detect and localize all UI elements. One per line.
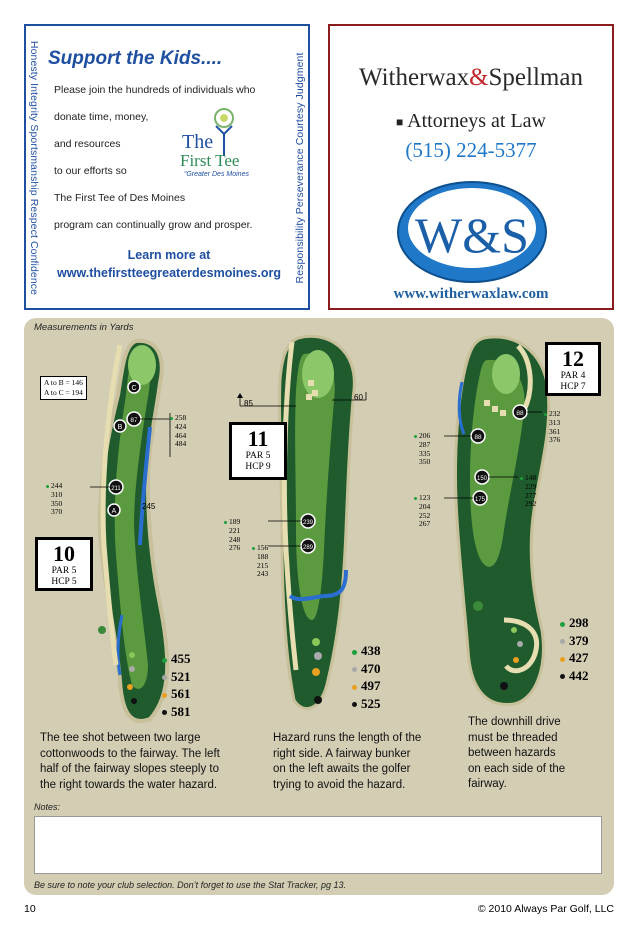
yardage-value: 244 xyxy=(51,481,63,490)
hole-hcp: HCP 9 xyxy=(245,462,271,472)
sprinkler-239: 239 xyxy=(302,520,314,526)
hole-number: 11 xyxy=(247,426,269,451)
firm-name xyxy=(330,64,612,92)
marker-b: B xyxy=(117,424,123,431)
ad-body-line: donate time, money, xyxy=(54,111,149,123)
yardage-value: 148 xyxy=(525,473,537,482)
first-tee-ad xyxy=(24,24,310,310)
firm-amp: & xyxy=(469,64,489,91)
witherwax-spellman-ad xyxy=(328,24,614,310)
yardage-value: 313 xyxy=(549,417,561,427)
first-tee-logo xyxy=(176,106,272,178)
yardage-group xyxy=(520,474,536,509)
phone-number: (515) 224-5377 xyxy=(405,138,537,162)
description-line: between hazards xyxy=(468,747,556,759)
marker-60: 60 xyxy=(354,393,363,402)
sprinkler-88b: 88 xyxy=(474,434,482,441)
measurements-label: Measurements in Yards xyxy=(34,322,134,333)
yardage-value: 277 xyxy=(525,490,537,500)
description-line: trying to avoid the hazard. xyxy=(273,778,406,791)
marker-c: C xyxy=(131,385,137,392)
learn-more-text: Learn more at xyxy=(127,248,211,262)
marker-85: 85 xyxy=(244,399,253,408)
ws-logo xyxy=(394,176,550,288)
ad-body-line: The First Tee of Des Moines xyxy=(54,192,186,204)
hole-12-description xyxy=(468,715,565,793)
marker-a: A xyxy=(111,508,117,515)
notes-field[interactable] xyxy=(34,816,602,874)
yardage-value: 464 xyxy=(175,430,187,440)
tee-yardage: 470 xyxy=(361,660,381,676)
sprinkler-87: 87 xyxy=(130,417,138,424)
yardage-value: 350 xyxy=(51,498,63,508)
sprinkler-289: 289 xyxy=(302,545,314,551)
first-tee-url[interactable]: www.thefirstteegreaterdesmoines.org xyxy=(57,266,281,280)
yardage-value: 350 xyxy=(419,457,431,467)
yardage-value: 248 xyxy=(229,534,241,544)
yardage-value: 287 xyxy=(419,439,431,449)
yardage-value: 258 xyxy=(175,413,187,422)
firm-name-a: Witherwax xyxy=(359,64,470,91)
yardage-value: 292 xyxy=(525,499,537,509)
description-line: cottonwoods to the fairway. The left xyxy=(40,747,220,760)
yardage-value: 206 xyxy=(419,431,431,440)
ad-body-line: and resources xyxy=(54,138,121,150)
attorneys-text xyxy=(330,110,612,133)
hole-10-badge xyxy=(35,537,93,591)
yardage-value: 335 xyxy=(419,448,431,458)
firm-url[interactable]: www.witherwaxlaw.com xyxy=(393,286,549,302)
hole-11-markers xyxy=(236,392,376,412)
hole-number: 12 xyxy=(562,346,584,371)
yardage-value: 243 xyxy=(257,569,269,579)
ad-body-line: to our efforts so xyxy=(54,165,127,177)
tee-yardage: 438 xyxy=(361,643,381,658)
description-line: must be threaded xyxy=(468,731,558,744)
yardage-group xyxy=(544,410,560,445)
tee-yardage: 561 xyxy=(171,686,191,701)
copyright: © 2010 Always Par Golf, LLC xyxy=(477,903,614,915)
ad-title: Support the Kids.... xyxy=(48,48,223,69)
yardage-value: 376 xyxy=(549,435,561,445)
a-to-c: A to C = 194 xyxy=(44,388,83,397)
yardage-value: 215 xyxy=(257,560,269,570)
notes-label: Notes: xyxy=(34,802,61,812)
hole-par: PAR 5 xyxy=(245,451,271,461)
page-number: 10 xyxy=(24,903,36,915)
yardage-value: 221 xyxy=(229,525,241,535)
tee-yardage: 521 xyxy=(171,668,191,684)
sprinkler-150: 150 xyxy=(476,476,488,482)
tee-marker-245: 245 xyxy=(142,502,156,511)
yardage-value: 229 xyxy=(525,481,537,491)
hole-12-badge xyxy=(545,342,601,396)
description-line: The tee shot between two large xyxy=(40,732,201,744)
values-right-text: Responsibility Perseverance Courtesy Judgment xyxy=(294,52,306,284)
yardage-value: 484 xyxy=(175,439,187,449)
hole-number: 10 xyxy=(53,541,75,566)
yardage-value: 156 xyxy=(257,543,269,552)
description-line: right side. A fairway bunker xyxy=(273,747,411,760)
tee-yardage: 442 xyxy=(569,667,589,683)
tee-yardage: 379 xyxy=(569,632,589,648)
yardage-value: 188 xyxy=(257,551,269,561)
yardage-value: 204 xyxy=(419,501,431,511)
tee-yardage: 497 xyxy=(361,678,381,693)
yardage-group xyxy=(414,432,430,467)
yardage-value: 267 xyxy=(419,519,431,529)
yardage-group xyxy=(46,482,62,517)
firm-name-b: Spellman xyxy=(488,64,583,91)
yardage-group xyxy=(252,544,268,579)
yardage-value: 189 xyxy=(229,517,241,526)
ad-body-line: Please join the hundreds of individuals who xyxy=(54,84,256,96)
description-line: the right towards the water hazard. xyxy=(40,778,218,791)
sprinkler-88: 88 xyxy=(516,410,524,417)
distance-box xyxy=(40,376,87,400)
logo-text-ws: W&S xyxy=(415,207,529,263)
yardage-value: 232 xyxy=(549,409,561,418)
logo-text-greater: “Greater Des Moines xyxy=(184,171,249,178)
logo-text-the: The xyxy=(182,131,214,153)
attorneys-label: Attorneys at Law xyxy=(407,110,546,132)
tee-yardage: 525 xyxy=(361,695,381,711)
bullet-icon: ■ xyxy=(395,114,404,129)
description-line: on each side of the xyxy=(468,762,566,775)
yardage-group xyxy=(224,518,240,553)
yardage-value: 123 xyxy=(419,493,431,502)
sprinkler-211: 211 xyxy=(111,486,121,492)
hole-par: PAR 5 xyxy=(51,566,77,576)
ad-body-line: program can continually grow and prosper. xyxy=(54,219,253,231)
yardage-value: 310 xyxy=(51,489,63,499)
a-to-b: A to B = 146 xyxy=(44,378,83,387)
description-line: Hazard runs the length of the xyxy=(273,732,422,744)
tee-yardage: 298 xyxy=(569,615,589,630)
description-line: on the left awaits the golfer xyxy=(273,763,411,775)
description-line: The downhill drive xyxy=(468,716,561,728)
description-line: fairway. xyxy=(468,778,507,790)
yardage-value: 252 xyxy=(419,510,431,520)
hole-hcp: HCP 7 xyxy=(560,382,586,392)
yardage-group xyxy=(170,414,186,449)
description-line: half of the fairway slopes steeply to xyxy=(40,763,219,775)
logo-text-first-tee: First Tee xyxy=(180,151,240,170)
hole-11-badge xyxy=(229,422,287,480)
tee-yardage: 427 xyxy=(569,650,589,665)
yardage-value: 370 xyxy=(51,507,63,517)
yardage-value: 361 xyxy=(549,426,561,436)
yardage-value: 276 xyxy=(229,543,241,553)
tee-yardages-12 xyxy=(560,614,589,684)
hole-11-description xyxy=(273,731,421,793)
tee-yardage: 455 xyxy=(171,651,191,666)
hole-par: PAR 4 xyxy=(560,371,586,381)
footer-note: Be sure to note your club selection. Don’t forget to use the Stat Tracker, pg 13. xyxy=(34,880,347,890)
tee-yardages-11 xyxy=(352,642,381,712)
tee-yardage: 581 xyxy=(171,703,191,719)
sprinkler-175: 175 xyxy=(474,497,486,503)
values-left-text: Honesty Integrity Sportsmanship Respect Confidence xyxy=(28,40,40,296)
tee-yardages-10 xyxy=(162,650,191,720)
yardage-group xyxy=(414,494,430,529)
hole-hcp: HCP 5 xyxy=(51,577,77,587)
yardage-value: 424 xyxy=(175,421,187,431)
hole-10-description xyxy=(40,731,220,793)
